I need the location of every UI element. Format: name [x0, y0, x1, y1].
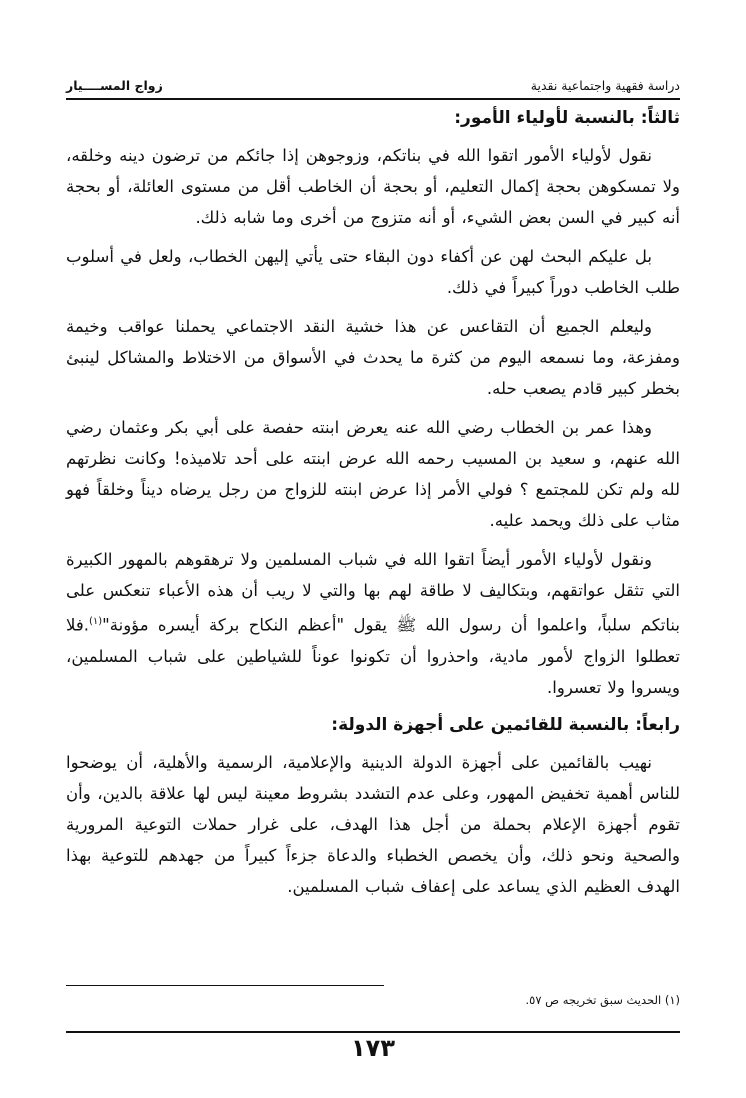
- paragraph: نهيب بالقائمين على أجهزة الدولة الدينية والإعلامية، الرسمية والأهلية، أن يوضحوا للناس أهمية تخفيض المهور، وعلى عدم التشدد بشروط معينة ليس لها علاقة بالدين، وأن تقوم أجهزة الإعلام بحملة من أجل هذا الهدف، على غرار حملات التوعية المرورية والصحية ونحو ذلك، وأن يخصص الخطباء والدعاة جزءاً كبيراً من جهدهم للتوعية بهذا الهدف العظيم الذي يساعد على إعفاف شباب المسلمين.: [66, 752, 680, 896]
- running-header: [66, 78, 680, 96]
- header-rule: [66, 98, 680, 100]
- paragraph: وليعلم الجميع أن التقاعس عن هذا خشية النقد الاجتماعي يحملنا عواقب وخيمة ومفزعة، وما نسمعه اليوم من كثرة ما يحدث في الأسواق من الاختلاط والمشاكل لينبئ بخطر كبير قادم يصعب حله.: [66, 317, 680, 398]
- footnote-reference[interactable]: (١): [88, 616, 103, 627]
- paragraph-continuation-end: شباب المسلمين، ويسروا ولا تعسروا.: [66, 646, 680, 697]
- paragraph-text: ونقول لأولياء الأمور أيضاً اتقوا الله في شباب المسلمين ولا ترهقوهم بالمهور الكبيرة التي تثقل عواتقهم، وبتكاليف لا طاقة لهم بها والتي لا ريب أن هذه الأعباء تنعكس على بناتكم سلباً، واعلموا أن رسول الله ﷺ يقول "أعظم النكاح بركة أيسره مؤونة": [66, 550, 680, 635]
- paragraph: بل عليكم البحث لهن عن أكفاء دون البقاء حتى يأتي إليهن الخطاب، ولعل في أسلوب طلب الخاطب دوراً كبيراً في ذلك.: [66, 247, 680, 297]
- section-heading-state-agencies: رابعاً: بالنسبة للقائمين على أجهزة الدولة:: [331, 714, 680, 735]
- paragraph: وهذا عمر بن الخطاب رضي الله عنه يعرض ابنته حفصة على أبي بكر وعثمان رضي الله عنهم، و سعيد بن المسيب رحمه الله عرض ابنته على أحد تلاميذه! وكانت نظرتهم لله ولم تكن للمجتمع ؟ فولي الأمر إذا عرض ابنته للزواج من رجل يرضاه ديناً وخلقاً فهو مثاب على ذلك ويحمد عليه.: [66, 418, 680, 530]
- paragraph-with-footnote: [66, 544, 680, 703]
- paragraph-continuation: .فلا تعطلوا الزواج لأمور مادية، واحذروا أن تكونوا عوناً للشياطين على: [66, 615, 680, 666]
- footer-rule: [66, 1031, 680, 1033]
- page-number: ١٧٣: [351, 1034, 395, 1062]
- footnote: (١) الحديث سبق تخريجه ص ٥٧.: [525, 993, 680, 1007]
- page-body: [66, 104, 680, 910]
- book-title: دراسة فقهية واجتماعية نقدية: [530, 78, 680, 93]
- footnote-rule: [66, 985, 384, 986]
- short-title: زواج المســــيار: [66, 78, 163, 93]
- section-heading-guardians: ثالثاً: بالنسبة لأولياء الأمور:: [454, 108, 680, 128]
- paragraph: نقول لأولياء الأمور اتقوا الله في بناتكم، وزوجوهن إذا جائكم من ترضون دينه وخلقه، ولا تمسكوهن بحجة إكمال التعليم، أو بحجة أن الخاطب أقل من مستوى العائلة، أو بحجة أنه كبير في السن بعض الشيء، أو أنه متزوج من أخرى وما شابه ذلك.: [66, 146, 680, 227]
